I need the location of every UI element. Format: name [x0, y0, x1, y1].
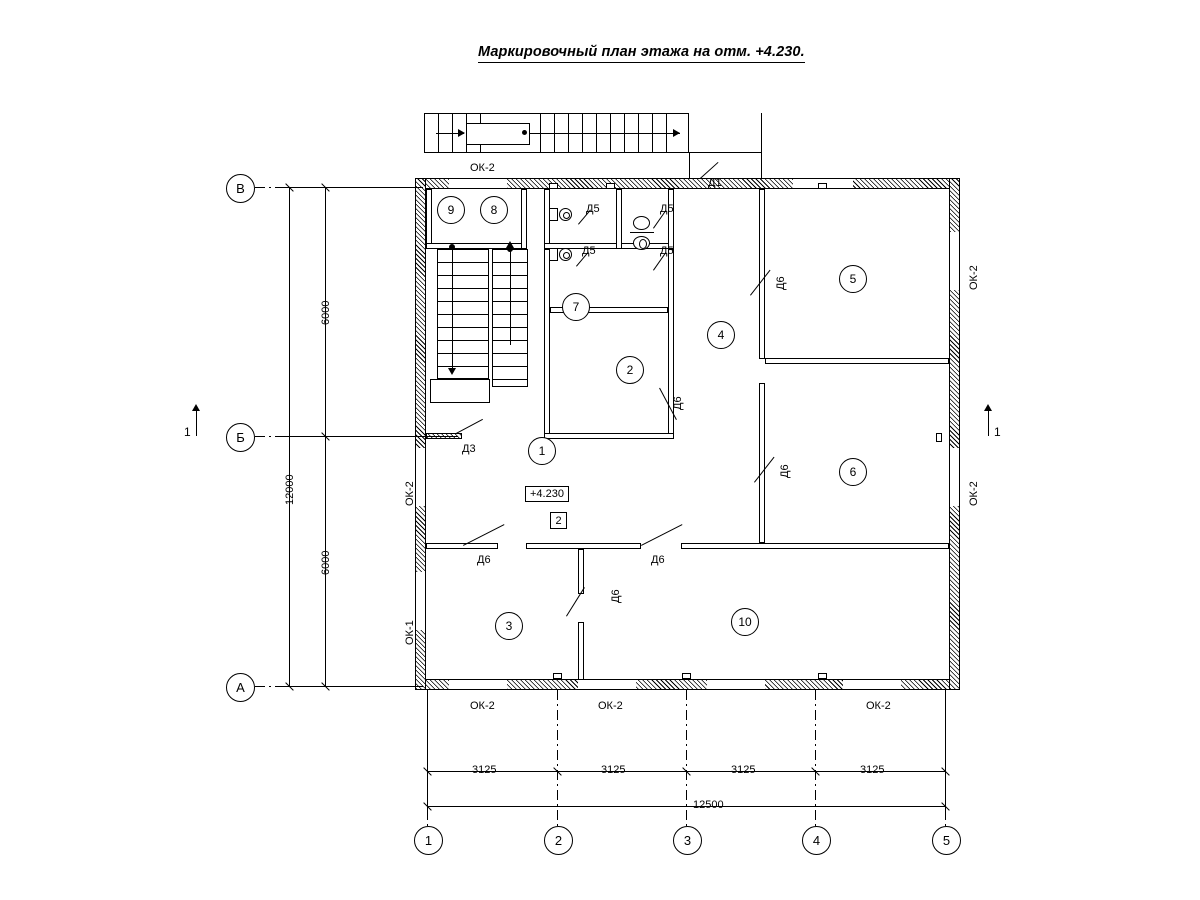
- partition: [426, 189, 432, 249]
- dimension-vertical-2: 6000: [320, 550, 332, 575]
- axis-bubble-h: 4: [802, 826, 831, 855]
- room-number: 5: [839, 265, 867, 293]
- window-label: ОК-2: [968, 265, 980, 290]
- axis-bubble-h: 3: [673, 826, 702, 855]
- dimension-horizontal-2: 3125: [601, 764, 626, 776]
- room-number: 9: [437, 196, 465, 224]
- room-number: 8: [480, 196, 508, 224]
- room-number: 10: [731, 608, 759, 636]
- door-label: Д5: [660, 203, 674, 215]
- door-label: Д5: [582, 245, 596, 257]
- window-label: ОК-2: [968, 481, 980, 506]
- axis-bubble-h: 5: [932, 826, 961, 855]
- door-label: Д5: [586, 203, 600, 215]
- room-number: 1: [528, 437, 556, 465]
- door-label: Д6: [651, 554, 665, 566]
- partition: [681, 543, 949, 549]
- section-mark-left: 1: [184, 425, 191, 439]
- partition: [578, 622, 584, 680]
- room-number: 7: [562, 293, 590, 321]
- door-label: Д5: [660, 245, 674, 257]
- partition: [759, 189, 765, 359]
- partition: [521, 189, 527, 249]
- room-number: 6: [839, 458, 867, 486]
- door-label: Д6: [775, 276, 787, 290]
- partition: [616, 189, 622, 249]
- window-label: ОК-2: [470, 700, 495, 712]
- section-mark-right: 1: [994, 425, 1001, 439]
- page-title: Маркировочный план этажа на отм. +4.230.: [478, 44, 805, 63]
- door-label: Д3: [462, 443, 476, 455]
- dimension-vertical-total: 12000: [284, 474, 296, 505]
- drawing-square-tag: 2: [550, 512, 567, 529]
- window-label: ОК-2: [866, 700, 891, 712]
- axis-bubble-v: Б: [226, 423, 255, 452]
- dimension-horizontal-3: 3125: [731, 764, 756, 776]
- dimension-vertical-1: 6000: [320, 300, 332, 325]
- partition: [668, 189, 674, 249]
- axis-bubble-h: 2: [544, 826, 573, 855]
- door-label: Д6: [779, 464, 791, 478]
- window-label: ОК-2: [470, 162, 495, 174]
- window-label: ОК-2: [404, 481, 416, 506]
- room-number: 2: [616, 356, 644, 384]
- room-number: 3: [495, 612, 523, 640]
- door-label: Д6: [477, 554, 491, 566]
- axis-bubble-v: А: [226, 673, 255, 702]
- elevation-tag: +4.230: [525, 486, 569, 502]
- window-label: ОК-2: [598, 700, 623, 712]
- partition: [544, 249, 550, 439]
- door-label: Д6: [672, 396, 684, 410]
- dimension-horizontal-total: 12500: [693, 799, 724, 811]
- dimension-horizontal-4: 3125: [860, 764, 885, 776]
- door-label: Д1: [708, 177, 722, 189]
- partition: [759, 383, 765, 543]
- partition: [426, 543, 498, 549]
- dimension-horizontal-1: 3125: [472, 764, 497, 776]
- door-label: Д6: [610, 589, 622, 603]
- window-label: ОК-1: [404, 620, 416, 645]
- axis-bubble-h: 1: [414, 826, 443, 855]
- axis-bubble-v: В: [226, 174, 255, 203]
- partition: [544, 433, 674, 439]
- room-number: 4: [707, 321, 735, 349]
- partition: [765, 358, 949, 364]
